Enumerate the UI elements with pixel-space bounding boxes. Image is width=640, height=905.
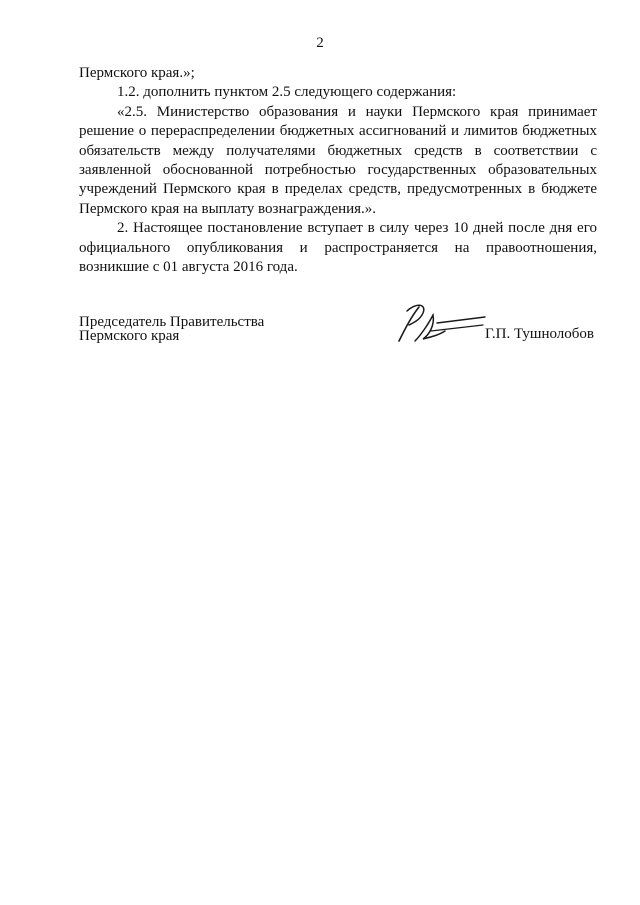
paragraph-continuation: Пермского края.»; <box>79 65 195 81</box>
paragraph-item-1-2: 1.2. дополнить пунктом 2.5 следующего содержания: <box>117 84 457 101</box>
document-body <box>79 64 597 277</box>
paragraph-item-2-5: «2.5. Министерство образования и науки Пермского края принимает решение о перераспределении бюджетных ассигнований и лимитов бюджетных обязательств между получателями бюджетных средств в соответствии с заявленной обоснованной потребностью государственных образовательных учреждений Пермского края в пределах средств, предусмотренных в бюджете Пермского края на выплату вознаграждения.». <box>79 103 597 217</box>
signer-title-line-2: Пермского края <box>79 328 180 344</box>
handwritten-signature <box>393 301 489 351</box>
page-number: 2 <box>316 35 324 51</box>
signer-name: Г.П. Тушнолобов <box>484 326 594 342</box>
signature-block <box>79 315 597 355</box>
paragraph-item-2: 2. Настоящее постановление вступает в силу через 10 дней после дня его официального опубликования и распространяется на правоотношения, возникшие с 01 августа 2016 года. <box>79 220 597 276</box>
signer-title-line-1: Председатель Правительства <box>79 314 265 330</box>
